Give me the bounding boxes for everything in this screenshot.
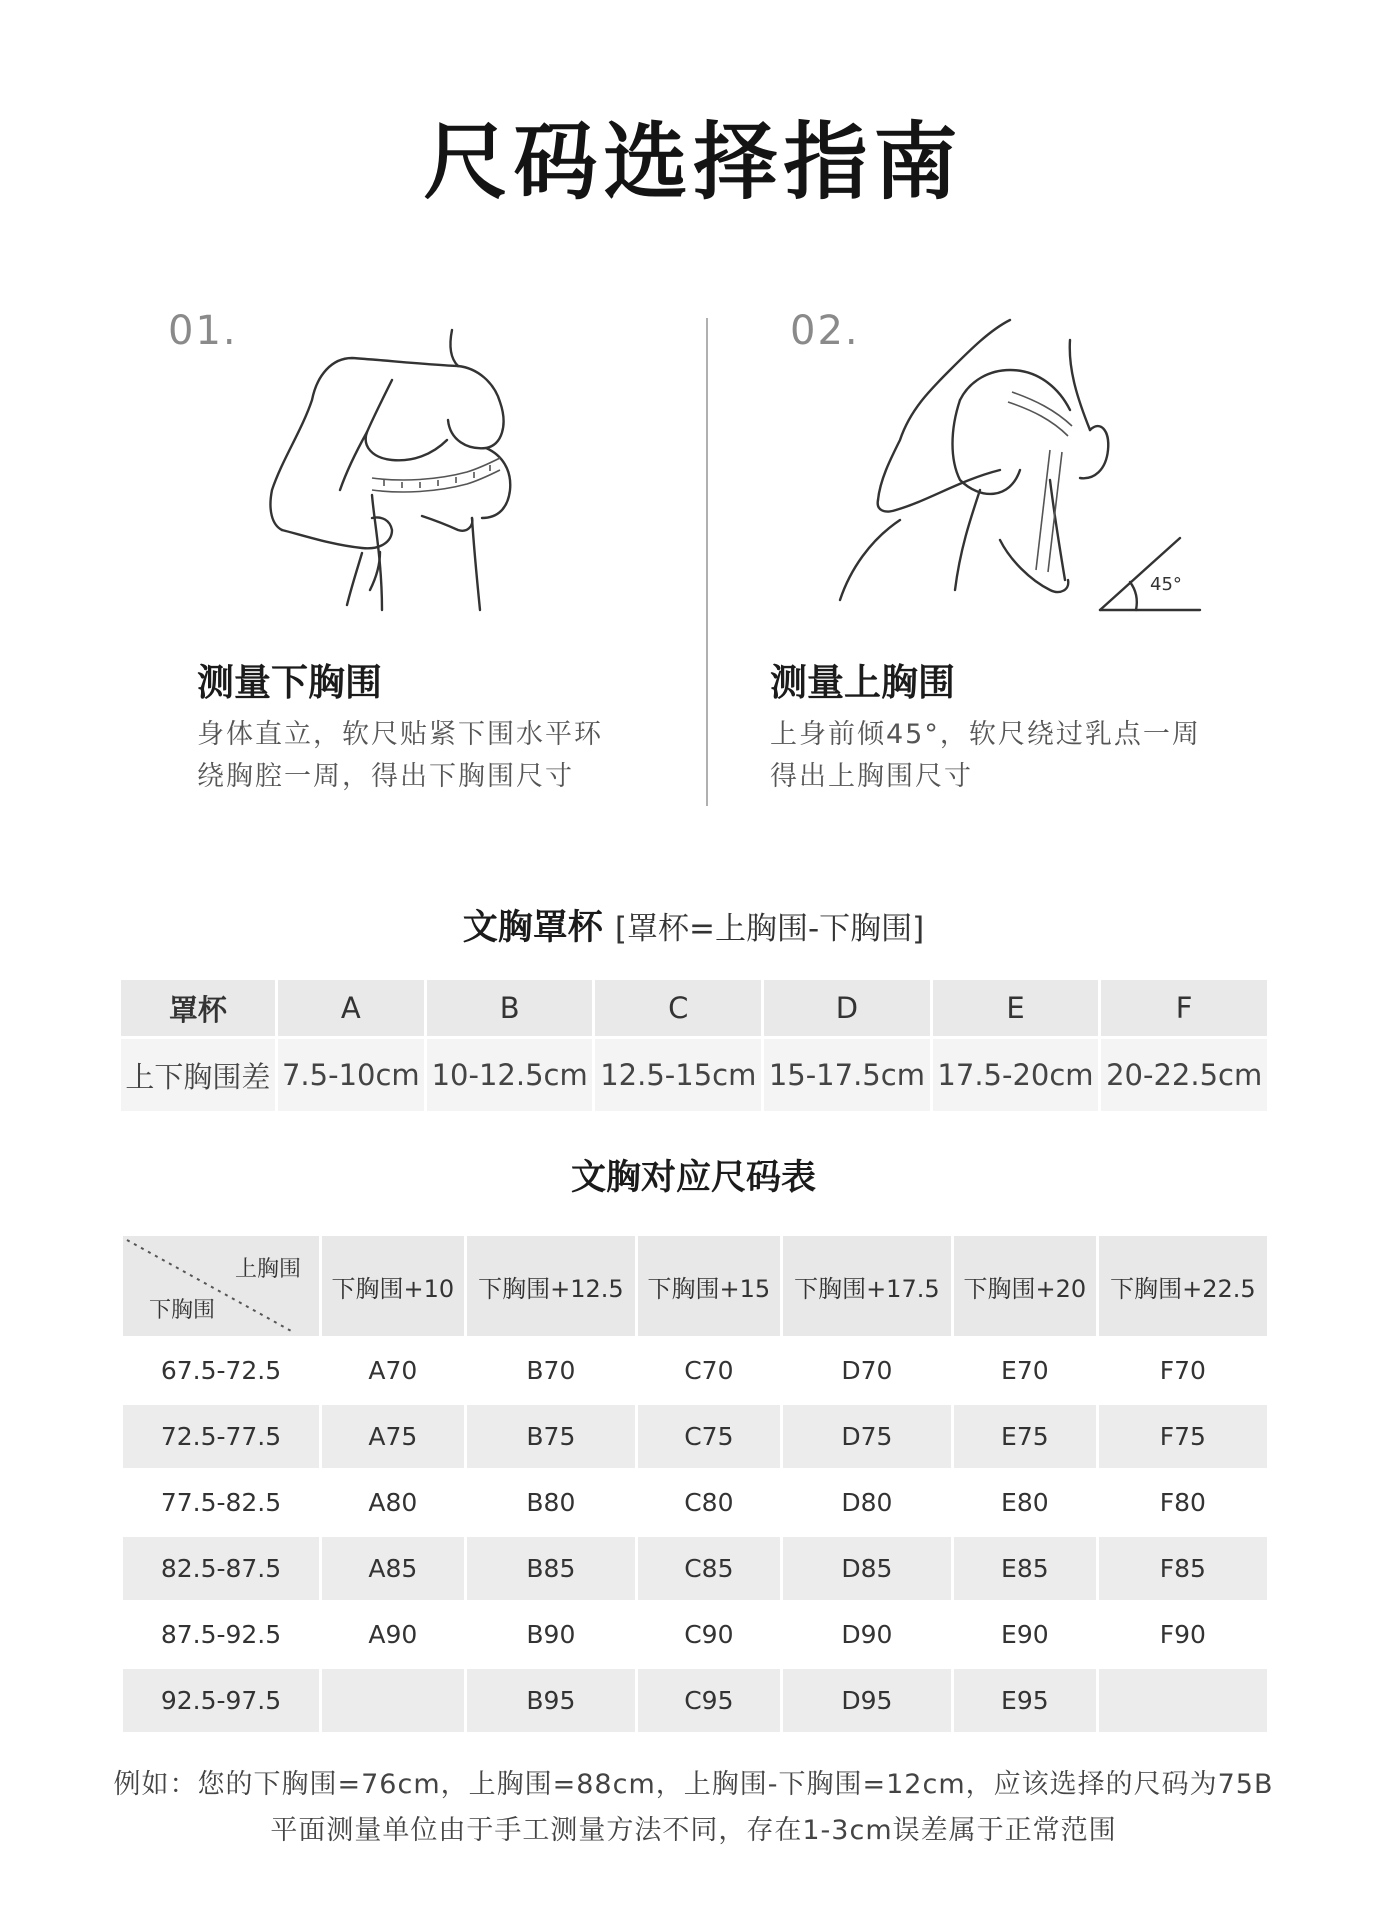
size-cell: 67.5-72.5 bbox=[123, 1339, 319, 1402]
size-cell: B80 bbox=[467, 1471, 635, 1534]
size-cell: C75 bbox=[638, 1405, 780, 1468]
size-cell: E95 bbox=[954, 1669, 1096, 1732]
cup-cell: 7.5-10cm bbox=[278, 1039, 424, 1111]
corner-underbust-label: 下胸围 bbox=[149, 1298, 216, 1323]
step-1-title: 测量下胸围 bbox=[197, 661, 382, 704]
size-cell bbox=[1099, 1669, 1267, 1732]
size-header-cell: 下胸围+15 bbox=[638, 1236, 780, 1336]
size-header-cell: 下胸围+10 bbox=[322, 1236, 464, 1336]
corner-overbust-label: 上胸围 bbox=[234, 1257, 301, 1282]
size-table-header-row bbox=[123, 1236, 1267, 1336]
cup-cell: 12.5-15cm bbox=[595, 1039, 761, 1111]
size-cell: D95 bbox=[783, 1669, 951, 1732]
cup-section-formula: [罩杯=上胸围-下胸围] bbox=[614, 911, 925, 947]
size-header-cell: 下胸围+17.5 bbox=[783, 1236, 951, 1336]
size-cell: B75 bbox=[467, 1405, 635, 1468]
size-cell: B70 bbox=[467, 1339, 635, 1402]
corner-cell bbox=[123, 1236, 319, 1336]
size-cell: C85 bbox=[638, 1537, 780, 1600]
size-cell: C80 bbox=[638, 1471, 780, 1534]
size-cell: 92.5-97.5 bbox=[123, 1669, 319, 1732]
angle-label: 45° bbox=[1150, 574, 1182, 595]
size-cell: F80 bbox=[1099, 1471, 1267, 1534]
step-2-description-line-2: 得出上胸围尺寸 bbox=[770, 761, 973, 792]
cup-section-title-main: 文胸罩杯 bbox=[462, 908, 603, 948]
size-table bbox=[120, 1233, 1270, 1735]
size-cell: 77.5-82.5 bbox=[123, 1471, 319, 1534]
size-cell: B90 bbox=[467, 1603, 635, 1666]
measure-overbust-illustration bbox=[810, 310, 1210, 620]
size-table-row bbox=[123, 1669, 1267, 1732]
size-cell: A85 bbox=[322, 1537, 464, 1600]
cup-table-header-row bbox=[121, 980, 1267, 1036]
size-cell: C90 bbox=[638, 1603, 780, 1666]
size-cell: C95 bbox=[638, 1669, 780, 1732]
steps-divider bbox=[706, 318, 708, 806]
size-section-title: 文胸对应尺码表 bbox=[570, 1158, 816, 1198]
cup-cell: 15-17.5cm bbox=[764, 1039, 930, 1111]
cup-cell: 20-22.5cm bbox=[1101, 1039, 1267, 1111]
cup-header-cell: C bbox=[595, 980, 761, 1036]
size-header-cell: 下胸围+20 bbox=[954, 1236, 1096, 1336]
cup-table bbox=[118, 977, 1270, 1114]
size-cell: 82.5-87.5 bbox=[123, 1537, 319, 1600]
cup-table-row bbox=[121, 1039, 1267, 1111]
step-1-description-line-2: 绕胸腔一周，得出下胸围尺寸 bbox=[197, 761, 574, 792]
size-cell: E80 bbox=[954, 1471, 1096, 1534]
size-cell: F70 bbox=[1099, 1339, 1267, 1402]
size-table-row bbox=[123, 1339, 1267, 1402]
size-cell bbox=[322, 1669, 464, 1732]
size-cell: E75 bbox=[954, 1405, 1096, 1468]
size-table-row bbox=[123, 1405, 1267, 1468]
step-1-number: 01. bbox=[168, 308, 238, 354]
size-cell: D85 bbox=[783, 1537, 951, 1600]
page-title: 尺码选择指南 bbox=[423, 113, 964, 211]
size-table-row bbox=[123, 1603, 1267, 1666]
size-cell: E85 bbox=[954, 1537, 1096, 1600]
example-note: 例如：您的下胸围=76cm，上胸围=88cm，上胸围-下胸围=12cm，应该选择的尺码为75B bbox=[113, 1769, 1274, 1800]
size-cell: 87.5-92.5 bbox=[123, 1603, 319, 1666]
cup-cell: 上下胸围差 bbox=[121, 1039, 275, 1111]
size-cell: E70 bbox=[954, 1339, 1096, 1402]
size-cell: F90 bbox=[1099, 1603, 1267, 1666]
cup-section-title bbox=[0, 900, 1387, 950]
cup-cell: 10-12.5cm bbox=[427, 1039, 593, 1111]
size-cell: F85 bbox=[1099, 1537, 1267, 1600]
size-cell: D75 bbox=[783, 1405, 951, 1468]
step-2-title: 测量上胸围 bbox=[770, 661, 955, 704]
tolerance-note: 平面测量单位由于手工测量方法不同，存在1-3cm误差属于正常范围 bbox=[270, 1815, 1117, 1846]
size-table-row bbox=[123, 1471, 1267, 1534]
cup-header-cell: B bbox=[427, 980, 593, 1036]
size-cell: D70 bbox=[783, 1339, 951, 1402]
step-2-number: 02. bbox=[790, 308, 860, 354]
step-1-description-line-1: 身体直立，软尺贴紧下围水平环 bbox=[197, 719, 603, 750]
cup-header-cell: E bbox=[933, 980, 1099, 1036]
size-cell: A90 bbox=[322, 1603, 464, 1666]
measure-underbust-illustration bbox=[262, 320, 592, 620]
step-2-description-line-1: 上身前倾45°，软尺绕过乳点一周 bbox=[770, 719, 1201, 750]
size-cell: 72.5-77.5 bbox=[123, 1405, 319, 1468]
size-cell: B95 bbox=[467, 1669, 635, 1732]
cup-header-cell: F bbox=[1101, 980, 1267, 1036]
size-cell: D80 bbox=[783, 1471, 951, 1534]
size-cell: A70 bbox=[322, 1339, 464, 1402]
size-cell: D90 bbox=[783, 1603, 951, 1666]
size-cell: A80 bbox=[322, 1471, 464, 1534]
size-header-cell: 下胸围+12.5 bbox=[467, 1236, 635, 1336]
cup-header-cell: 罩杯 bbox=[121, 980, 275, 1036]
size-cell: B85 bbox=[467, 1537, 635, 1600]
size-table-row bbox=[123, 1537, 1267, 1600]
size-cell: C70 bbox=[638, 1339, 780, 1402]
size-cell: A75 bbox=[322, 1405, 464, 1468]
cup-cell: 17.5-20cm bbox=[933, 1039, 1099, 1111]
size-cell: F75 bbox=[1099, 1405, 1267, 1468]
cup-header-cell: D bbox=[764, 980, 930, 1036]
cup-header-cell: A bbox=[278, 980, 424, 1036]
size-cell: E90 bbox=[954, 1603, 1096, 1666]
size-header-cell: 下胸围+22.5 bbox=[1099, 1236, 1267, 1336]
